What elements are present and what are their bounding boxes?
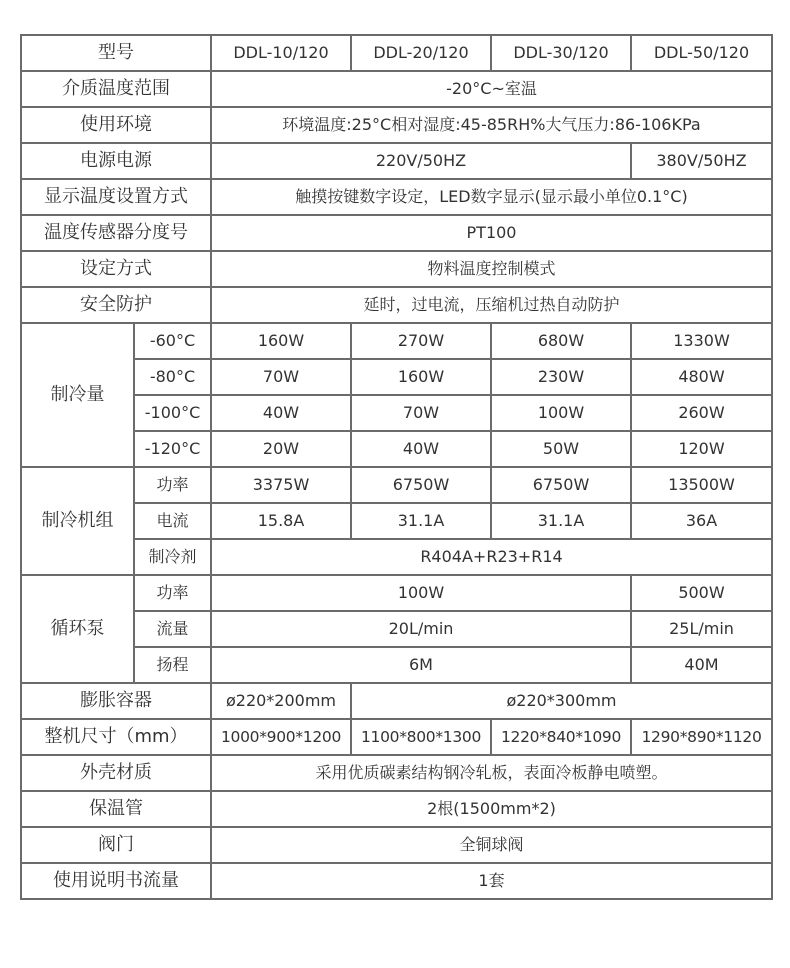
- value-cell: 270W: [351, 323, 491, 359]
- row-value: 触摸按键数字设定，LED数字显示(显示最小单位0.1°C): [211, 179, 772, 215]
- value-cell: 25L/min: [631, 611, 772, 647]
- value-cell: 20L/min: [211, 611, 631, 647]
- value-cell: 480W: [631, 359, 772, 395]
- value-cell: 120W: [631, 431, 772, 467]
- table-row-expansion-vessel: [21, 683, 772, 719]
- sub-label: -80°C: [134, 359, 211, 395]
- value-cell: 3375W: [211, 467, 351, 503]
- spec-table: [20, 34, 773, 900]
- value-cell: 1000*900*1200: [211, 719, 351, 755]
- row-label: 温度传感器分度号: [21, 215, 211, 251]
- row-label: 介质温度范围: [21, 71, 211, 107]
- row-label: 制冷机组: [21, 467, 134, 575]
- row-label: 循环泵: [21, 575, 134, 683]
- value-cell: 31.1A: [491, 503, 631, 539]
- value-cell: 13500W: [631, 467, 772, 503]
- sub-label: 功率: [134, 467, 211, 503]
- row-value: -20°C~室温: [211, 71, 772, 107]
- value-cell: 680W: [491, 323, 631, 359]
- value-cell: 20W: [211, 431, 351, 467]
- table-row-power-supply: [21, 143, 772, 179]
- value-cell: 70W: [211, 359, 351, 395]
- table-row-refrigeration-unit: [21, 467, 772, 503]
- table-row-sensor: [21, 215, 772, 251]
- table-row-cooling: [21, 323, 772, 359]
- value-cell: 15.8A: [211, 503, 351, 539]
- table-row-model: [21, 35, 772, 71]
- row-label: 保温管: [21, 791, 211, 827]
- value-cell: 70W: [351, 395, 491, 431]
- table-row-manual: [21, 863, 772, 899]
- value-cell: 40M: [631, 647, 772, 683]
- table-row-cooling: [21, 431, 772, 467]
- row-label: 使用说明书流量: [21, 863, 211, 899]
- table-row-display: [21, 179, 772, 215]
- model-cell: DDL-10/120: [211, 35, 351, 71]
- row-value: PT100: [211, 215, 772, 251]
- sub-label: 流量: [134, 611, 211, 647]
- model-cell: DDL-50/120: [631, 35, 772, 71]
- value-cell: ø220*300mm: [351, 683, 772, 719]
- row-label: 设定方式: [21, 251, 211, 287]
- model-cell: DDL-30/120: [491, 35, 631, 71]
- table-row-refrigeration-unit: [21, 539, 772, 575]
- row-value: 延时，过电流，压缩机过热自动防护: [211, 287, 772, 323]
- value-cell: 230W: [491, 359, 631, 395]
- value-cell: 100W: [491, 395, 631, 431]
- value-cell: 36A: [631, 503, 772, 539]
- row-value: 380V/50HZ: [631, 143, 772, 179]
- value-cell: R404A+R23+R14: [211, 539, 772, 575]
- value-cell: 1330W: [631, 323, 772, 359]
- row-label: 电源电源: [21, 143, 211, 179]
- table-row-pump: [21, 575, 772, 611]
- table-row-medium-temp: [21, 71, 772, 107]
- row-label: 膨胀容器: [21, 683, 211, 719]
- sub-label: 制冷剂: [134, 539, 211, 575]
- table-row-cooling: [21, 395, 772, 431]
- row-label: 使用环境: [21, 107, 211, 143]
- value-cell: 6750W: [491, 467, 631, 503]
- sub-label: 电流: [134, 503, 211, 539]
- table-row-dimensions: [21, 719, 772, 755]
- row-label: 外壳材质: [21, 755, 211, 791]
- row-label: 制冷量: [21, 323, 134, 467]
- row-value: 全铜球阀: [211, 827, 772, 863]
- value-cell: 40W: [211, 395, 351, 431]
- value-cell: 1100*800*1300: [351, 719, 491, 755]
- row-value: 2根(1500mm*2): [211, 791, 772, 827]
- table-row-housing: [21, 755, 772, 791]
- row-label-model: 型号: [21, 35, 211, 71]
- table-row-environment: [21, 107, 772, 143]
- table-row-cooling: [21, 359, 772, 395]
- model-cell: DDL-20/120: [351, 35, 491, 71]
- table-row-valve: [21, 827, 772, 863]
- table-row-refrigeration-unit: [21, 503, 772, 539]
- table-row-pump: [21, 611, 772, 647]
- value-cell: 50W: [491, 431, 631, 467]
- value-cell: 6M: [211, 647, 631, 683]
- row-value: 220V/50HZ: [211, 143, 631, 179]
- value-cell: 40W: [351, 431, 491, 467]
- row-label: 阀门: [21, 827, 211, 863]
- row-value: 采用优质碳素结构钢冷轧板，表面冷板静电喷塑。: [211, 755, 772, 791]
- sub-label: 扬程: [134, 647, 211, 683]
- sub-label: -120°C: [134, 431, 211, 467]
- table-row-setting-mode: [21, 251, 772, 287]
- row-value: 物料温度控制模式: [211, 251, 772, 287]
- value-cell: 160W: [351, 359, 491, 395]
- value-cell: 500W: [631, 575, 772, 611]
- row-label: 安全防护: [21, 287, 211, 323]
- row-label: 整机尺寸（mm）: [21, 719, 211, 755]
- value-cell: 1220*840*1090: [491, 719, 631, 755]
- sub-label: 功率: [134, 575, 211, 611]
- row-value: 1套: [211, 863, 772, 899]
- table-row-pump: [21, 647, 772, 683]
- value-cell: ø220*200mm: [211, 683, 351, 719]
- sub-label: -60°C: [134, 323, 211, 359]
- value-cell: 31.1A: [351, 503, 491, 539]
- value-cell: 100W: [211, 575, 631, 611]
- table-row-safety: [21, 287, 772, 323]
- row-value: 环境温度:25°C相对湿度:45-85RH%大气压力:86-106KPa: [211, 107, 772, 143]
- sub-label: -100°C: [134, 395, 211, 431]
- table-row-insulation-pipe: [21, 791, 772, 827]
- value-cell: 160W: [211, 323, 351, 359]
- value-cell: 260W: [631, 395, 772, 431]
- value-cell: 1290*890*1120: [631, 719, 772, 755]
- row-label: 显示温度设置方式: [21, 179, 211, 215]
- value-cell: 6750W: [351, 467, 491, 503]
